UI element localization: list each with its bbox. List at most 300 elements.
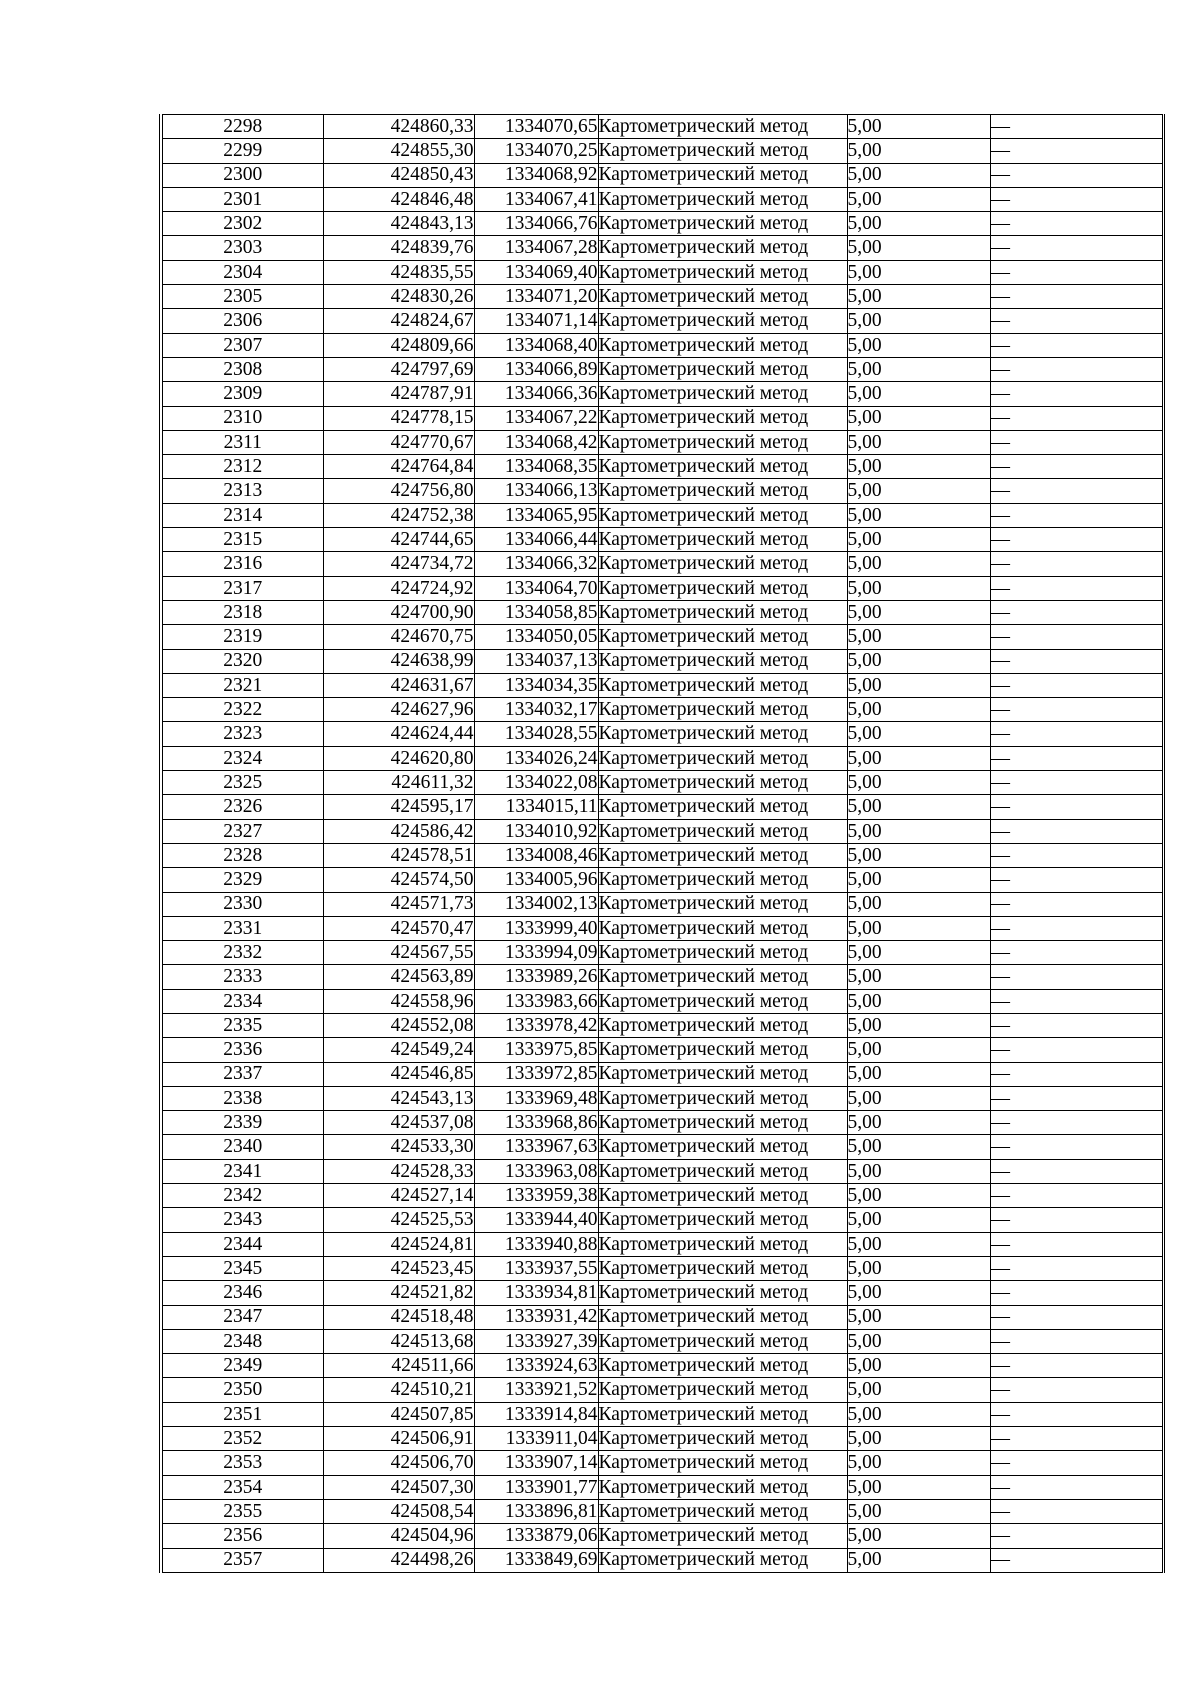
accuracy-cell: 5,00 (847, 479, 990, 503)
accuracy-cell: 5,00 (847, 1232, 990, 1256)
point-number-cell: 2338 (161, 1086, 323, 1110)
point-number-cell: 2344 (161, 1232, 323, 1256)
point-number-cell: 2346 (161, 1281, 323, 1305)
table-row (161, 236, 1163, 260)
table-row (161, 649, 1163, 673)
point-number-cell: 2317 (161, 576, 323, 600)
y-coordinate-cell: 1333944,40 (474, 1208, 598, 1232)
y-coordinate-cell: 1334071,14 (474, 309, 598, 333)
y-coordinate-cell: 1334068,35 (474, 455, 598, 479)
method-cell: Картометрический метод (598, 1281, 847, 1305)
accuracy-cell: 5,00 (847, 212, 990, 236)
y-coordinate-cell: 1334068,40 (474, 333, 598, 357)
table-row (161, 357, 1163, 381)
dash-cell: — (990, 212, 1163, 236)
x-coordinate-cell: 424504,96 (323, 1524, 474, 1548)
table-row (161, 1086, 1163, 1110)
method-cell: Картометрический метод (598, 1427, 847, 1451)
point-number-cell: 2350 (161, 1378, 323, 1402)
point-number-cell: 2347 (161, 1305, 323, 1329)
x-coordinate-cell: 424770,67 (323, 430, 474, 454)
accuracy-cell: 5,00 (847, 260, 990, 284)
dash-cell: — (990, 260, 1163, 284)
y-coordinate-cell: 1333927,39 (474, 1329, 598, 1353)
point-number-cell: 2335 (161, 1013, 323, 1037)
y-coordinate-cell: 1334066,13 (474, 479, 598, 503)
accuracy-cell: 5,00 (847, 965, 990, 989)
method-cell: Картометрический метод (598, 843, 847, 867)
dash-cell: — (990, 843, 1163, 867)
accuracy-cell: 5,00 (847, 357, 990, 381)
accuracy-cell: 5,00 (847, 1159, 990, 1183)
x-coordinate-cell: 424797,69 (323, 357, 474, 381)
x-coordinate-cell: 424700,90 (323, 600, 474, 624)
x-coordinate-cell: 424533,30 (323, 1135, 474, 1159)
dash-cell: — (990, 1475, 1163, 1499)
x-coordinate-cell: 424631,67 (323, 673, 474, 697)
method-cell: Картометрический метод (598, 260, 847, 284)
method-cell: Картометрический метод (598, 1305, 847, 1329)
x-coordinate-cell: 424578,51 (323, 843, 474, 867)
point-number-cell: 2307 (161, 333, 323, 357)
dash-cell: — (990, 649, 1163, 673)
point-number-cell: 2298 (161, 115, 323, 139)
y-coordinate-cell: 1334070,65 (474, 115, 598, 139)
method-cell: Картометрический метод (598, 309, 847, 333)
point-number-cell: 2351 (161, 1402, 323, 1426)
accuracy-cell: 5,00 (847, 163, 990, 187)
y-coordinate-cell: 1334005,96 (474, 868, 598, 892)
dash-cell: — (990, 1402, 1163, 1426)
table-row (161, 600, 1163, 624)
x-coordinate-cell: 424507,30 (323, 1475, 474, 1499)
point-number-cell: 2312 (161, 455, 323, 479)
x-coordinate-cell: 424620,80 (323, 746, 474, 770)
table-row (161, 1427, 1163, 1451)
accuracy-cell: 5,00 (847, 1062, 990, 1086)
x-coordinate-cell: 424611,32 (323, 771, 474, 795)
accuracy-cell: 5,00 (847, 1499, 990, 1523)
accuracy-cell: 5,00 (847, 941, 990, 965)
point-number-cell: 2311 (161, 430, 323, 454)
accuracy-cell: 5,00 (847, 1013, 990, 1037)
x-coordinate-cell: 424835,55 (323, 260, 474, 284)
dash-cell: — (990, 285, 1163, 309)
table-row (161, 965, 1163, 989)
y-coordinate-cell: 1334010,92 (474, 819, 598, 843)
y-coordinate-cell: 1334015,11 (474, 795, 598, 819)
accuracy-cell: 5,00 (847, 1524, 990, 1548)
table-row (161, 698, 1163, 722)
table-row (161, 771, 1163, 795)
dash-cell: — (990, 1329, 1163, 1353)
accuracy-cell: 5,00 (847, 187, 990, 211)
point-number-cell: 2319 (161, 625, 323, 649)
y-coordinate-cell: 1334066,32 (474, 552, 598, 576)
table-row (161, 941, 1163, 965)
point-number-cell: 2352 (161, 1427, 323, 1451)
y-coordinate-cell: 1333978,42 (474, 1013, 598, 1037)
dash-cell: — (990, 819, 1163, 843)
y-coordinate-cell: 1333934,81 (474, 1281, 598, 1305)
dash-cell: — (990, 455, 1163, 479)
x-coordinate-cell: 424778,15 (323, 406, 474, 430)
point-number-cell: 2314 (161, 503, 323, 527)
accuracy-cell: 5,00 (847, 673, 990, 697)
accuracy-cell: 5,00 (847, 600, 990, 624)
accuracy-cell: 5,00 (847, 1427, 990, 1451)
method-cell: Картометрический метод (598, 1232, 847, 1256)
point-number-cell: 2306 (161, 309, 323, 333)
table-row (161, 503, 1163, 527)
accuracy-cell: 5,00 (847, 528, 990, 552)
dash-cell: — (990, 1232, 1163, 1256)
dash-cell: — (990, 1184, 1163, 1208)
accuracy-cell: 5,00 (847, 916, 990, 940)
dash-cell: — (990, 479, 1163, 503)
point-number-cell: 2325 (161, 771, 323, 795)
method-cell: Картометрический метод (598, 552, 847, 576)
table-row (161, 989, 1163, 1013)
method-cell: Картометрический метод (598, 1135, 847, 1159)
method-cell: Картометрический метод (598, 285, 847, 309)
point-number-cell: 2334 (161, 989, 323, 1013)
method-cell: Картометрический метод (598, 698, 847, 722)
point-number-cell: 2357 (161, 1548, 323, 1572)
dash-cell: — (990, 333, 1163, 357)
point-number-cell: 2316 (161, 552, 323, 576)
x-coordinate-cell: 424860,33 (323, 115, 474, 139)
x-coordinate-cell: 424824,67 (323, 309, 474, 333)
dash-cell: — (990, 868, 1163, 892)
dash-cell: — (990, 698, 1163, 722)
dash-cell: — (990, 1354, 1163, 1378)
method-cell: Картометрический метод (598, 1451, 847, 1475)
table-row (161, 1232, 1163, 1256)
y-coordinate-cell: 1333940,88 (474, 1232, 598, 1256)
x-coordinate-cell: 424537,08 (323, 1111, 474, 1135)
method-cell: Картометрический метод (598, 1548, 847, 1572)
point-number-cell: 2333 (161, 965, 323, 989)
method-cell: Картометрический метод (598, 1354, 847, 1378)
table-row (161, 1184, 1163, 1208)
table-row (161, 455, 1163, 479)
x-coordinate-cell: 424624,44 (323, 722, 474, 746)
accuracy-cell: 5,00 (847, 1475, 990, 1499)
accuracy-cell: 5,00 (847, 309, 990, 333)
x-coordinate-cell: 424724,92 (323, 576, 474, 600)
method-cell: Картометрический метод (598, 528, 847, 552)
table-row (161, 479, 1163, 503)
accuracy-cell: 5,00 (847, 1305, 990, 1329)
accuracy-cell: 5,00 (847, 843, 990, 867)
x-coordinate-cell: 424510,21 (323, 1378, 474, 1402)
point-number-cell: 2327 (161, 819, 323, 843)
dash-cell: — (990, 941, 1163, 965)
x-coordinate-cell: 424756,80 (323, 479, 474, 503)
y-coordinate-cell: 1333937,55 (474, 1256, 598, 1280)
method-cell: Картометрический метод (598, 941, 847, 965)
accuracy-cell: 5,00 (847, 795, 990, 819)
dash-cell: — (990, 600, 1163, 624)
x-coordinate-cell: 424595,17 (323, 795, 474, 819)
point-number-cell: 2330 (161, 892, 323, 916)
method-cell: Картометрический метод (598, 1086, 847, 1110)
dash-cell: — (990, 163, 1163, 187)
method-cell: Картометрический метод (598, 357, 847, 381)
x-coordinate-cell: 424513,68 (323, 1329, 474, 1353)
table-row (161, 1135, 1163, 1159)
x-coordinate-cell: 424571,73 (323, 892, 474, 916)
point-number-cell: 2321 (161, 673, 323, 697)
method-cell: Картометрический метод (598, 1524, 847, 1548)
dash-cell: — (990, 1013, 1163, 1037)
method-cell: Картометрический метод (598, 1475, 847, 1499)
x-coordinate-cell: 424546,85 (323, 1062, 474, 1086)
table-row (161, 868, 1163, 892)
point-number-cell: 2318 (161, 600, 323, 624)
accuracy-cell: 5,00 (847, 406, 990, 430)
table-row (161, 163, 1163, 187)
y-coordinate-cell: 1333914,84 (474, 1402, 598, 1426)
accuracy-cell: 5,00 (847, 333, 990, 357)
y-coordinate-cell: 1334067,41 (474, 187, 598, 211)
accuracy-cell: 5,00 (847, 649, 990, 673)
point-number-cell: 2355 (161, 1499, 323, 1523)
method-cell: Картометрический метод (598, 649, 847, 673)
y-coordinate-cell: 1333963,08 (474, 1159, 598, 1183)
y-coordinate-cell: 1333931,42 (474, 1305, 598, 1329)
y-coordinate-cell: 1333969,48 (474, 1086, 598, 1110)
x-coordinate-cell: 424527,14 (323, 1184, 474, 1208)
table-row (161, 187, 1163, 211)
method-cell: Картометрический метод (598, 455, 847, 479)
point-number-cell: 2354 (161, 1475, 323, 1499)
y-coordinate-cell: 1333999,40 (474, 916, 598, 940)
dash-cell: — (990, 989, 1163, 1013)
dash-cell: — (990, 528, 1163, 552)
y-coordinate-cell: 1334066,44 (474, 528, 598, 552)
accuracy-cell: 5,00 (847, 892, 990, 916)
accuracy-cell: 5,00 (847, 1402, 990, 1426)
dash-cell: — (990, 795, 1163, 819)
x-coordinate-cell: 424670,75 (323, 625, 474, 649)
y-coordinate-cell: 1334068,42 (474, 430, 598, 454)
table-row (161, 1329, 1163, 1353)
x-coordinate-cell: 424830,26 (323, 285, 474, 309)
point-number-cell: 2340 (161, 1135, 323, 1159)
x-coordinate-cell: 424752,38 (323, 503, 474, 527)
table-row (161, 333, 1163, 357)
x-coordinate-cell: 424523,45 (323, 1256, 474, 1280)
method-cell: Картометрический метод (598, 600, 847, 624)
accuracy-cell: 5,00 (847, 382, 990, 406)
accuracy-cell: 5,00 (847, 1111, 990, 1135)
table-row (161, 528, 1163, 552)
point-number-cell: 2326 (161, 795, 323, 819)
dash-cell: — (990, 139, 1163, 163)
table-row (161, 212, 1163, 236)
accuracy-cell: 5,00 (847, 1256, 990, 1280)
point-number-cell: 2339 (161, 1111, 323, 1135)
method-cell: Картометрический метод (598, 503, 847, 527)
y-coordinate-cell: 1334066,36 (474, 382, 598, 406)
table-row (161, 309, 1163, 333)
dash-cell: — (990, 965, 1163, 989)
y-coordinate-cell: 1334068,92 (474, 163, 598, 187)
method-cell: Картометрический метод (598, 965, 847, 989)
accuracy-cell: 5,00 (847, 139, 990, 163)
accuracy-cell: 5,00 (847, 771, 990, 795)
dash-cell: — (990, 625, 1163, 649)
x-coordinate-cell: 424567,55 (323, 941, 474, 965)
table-row (161, 1451, 1163, 1475)
y-coordinate-cell: 1334065,95 (474, 503, 598, 527)
x-coordinate-cell: 424843,13 (323, 212, 474, 236)
table-row (161, 1062, 1163, 1086)
method-cell: Картометрический метод (598, 1378, 847, 1402)
accuracy-cell: 5,00 (847, 430, 990, 454)
y-coordinate-cell: 1334064,70 (474, 576, 598, 600)
table-row (161, 746, 1163, 770)
x-coordinate-cell: 424744,65 (323, 528, 474, 552)
dash-cell: — (990, 406, 1163, 430)
table-row (161, 1499, 1163, 1523)
accuracy-cell: 5,00 (847, 989, 990, 1013)
y-coordinate-cell: 1334067,28 (474, 236, 598, 260)
x-coordinate-cell: 424574,50 (323, 868, 474, 892)
accuracy-cell: 5,00 (847, 1184, 990, 1208)
dash-cell: — (990, 382, 1163, 406)
dash-cell: — (990, 552, 1163, 576)
point-number-cell: 2336 (161, 1038, 323, 1062)
method-cell: Картометрический метод (598, 1184, 847, 1208)
table-row (161, 916, 1163, 940)
y-coordinate-cell: 1334034,35 (474, 673, 598, 697)
x-coordinate-cell: 424506,70 (323, 1451, 474, 1475)
x-coordinate-cell: 424850,43 (323, 163, 474, 187)
point-number-cell: 2331 (161, 916, 323, 940)
table-row (161, 795, 1163, 819)
dash-cell: — (990, 576, 1163, 600)
x-coordinate-cell: 424543,13 (323, 1086, 474, 1110)
point-number-cell: 2322 (161, 698, 323, 722)
point-number-cell: 2301 (161, 187, 323, 211)
accuracy-cell: 5,00 (847, 1208, 990, 1232)
method-cell: Картометрический метод (598, 1062, 847, 1086)
y-coordinate-cell: 1333924,63 (474, 1354, 598, 1378)
accuracy-cell: 5,00 (847, 625, 990, 649)
method-cell: Картометрический метод (598, 771, 847, 795)
x-coordinate-cell: 424839,76 (323, 236, 474, 260)
y-coordinate-cell: 1334066,76 (474, 212, 598, 236)
accuracy-cell: 5,00 (847, 285, 990, 309)
accuracy-cell: 5,00 (847, 1038, 990, 1062)
table-row (161, 382, 1163, 406)
dash-cell: — (990, 722, 1163, 746)
accuracy-cell: 5,00 (847, 576, 990, 600)
dash-cell: — (990, 1451, 1163, 1475)
method-cell: Картометрический метод (598, 115, 847, 139)
accuracy-cell: 5,00 (847, 1086, 990, 1110)
y-coordinate-cell: 1334058,85 (474, 600, 598, 624)
x-coordinate-cell: 424570,47 (323, 916, 474, 940)
method-cell: Картометрический метод (598, 382, 847, 406)
table-row (161, 552, 1163, 576)
y-coordinate-cell: 1334026,24 (474, 746, 598, 770)
accuracy-cell: 5,00 (847, 1354, 990, 1378)
point-number-cell: 2304 (161, 260, 323, 284)
method-cell: Картометрический метод (598, 746, 847, 770)
accuracy-cell: 5,00 (847, 1378, 990, 1402)
point-number-cell: 2313 (161, 479, 323, 503)
point-number-cell: 2320 (161, 649, 323, 673)
dash-cell: — (990, 503, 1163, 527)
x-coordinate-cell: 424508,54 (323, 1499, 474, 1523)
point-number-cell: 2349 (161, 1354, 323, 1378)
table-row (161, 576, 1163, 600)
y-coordinate-cell: 1333989,26 (474, 965, 598, 989)
y-coordinate-cell: 1333994,09 (474, 941, 598, 965)
dash-cell: — (990, 1305, 1163, 1329)
x-coordinate-cell: 424506,91 (323, 1427, 474, 1451)
point-number-cell: 2303 (161, 236, 323, 260)
x-coordinate-cell: 424586,42 (323, 819, 474, 843)
table-row (161, 1354, 1163, 1378)
method-cell: Картометрический метод (598, 406, 847, 430)
table-row (161, 625, 1163, 649)
point-number-cell: 2305 (161, 285, 323, 309)
x-coordinate-cell: 424764,84 (323, 455, 474, 479)
point-number-cell: 2324 (161, 746, 323, 770)
x-coordinate-cell: 424525,53 (323, 1208, 474, 1232)
dash-cell: — (990, 1111, 1163, 1135)
dash-cell: — (990, 1038, 1163, 1062)
method-cell: Картометрический метод (598, 163, 847, 187)
point-number-cell: 2329 (161, 868, 323, 892)
dash-cell: — (990, 1524, 1163, 1548)
table-row (161, 260, 1163, 284)
y-coordinate-cell: 1333921,52 (474, 1378, 598, 1402)
x-coordinate-cell: 424524,81 (323, 1232, 474, 1256)
y-coordinate-cell: 1333967,63 (474, 1135, 598, 1159)
table-row (161, 285, 1163, 309)
table-row (161, 892, 1163, 916)
point-number-cell: 2308 (161, 357, 323, 381)
dash-cell: — (990, 916, 1163, 940)
method-cell: Картометрический метод (598, 892, 847, 916)
method-cell: Картометрический метод (598, 212, 847, 236)
y-coordinate-cell: 1333901,77 (474, 1475, 598, 1499)
method-cell: Картометрический метод (598, 1256, 847, 1280)
point-number-cell: 2332 (161, 941, 323, 965)
y-coordinate-cell: 1334032,17 (474, 698, 598, 722)
point-number-cell: 2309 (161, 382, 323, 406)
table-row (161, 406, 1163, 430)
y-coordinate-cell: 1333968,86 (474, 1111, 598, 1135)
table-row (161, 1256, 1163, 1280)
accuracy-cell: 5,00 (847, 819, 990, 843)
accuracy-cell: 5,00 (847, 236, 990, 260)
method-cell: Картометрический метод (598, 1159, 847, 1183)
x-coordinate-cell: 424511,66 (323, 1354, 474, 1378)
dash-cell: — (990, 1062, 1163, 1086)
point-number-cell: 2345 (161, 1256, 323, 1280)
method-cell: Картометрический метод (598, 1013, 847, 1037)
y-coordinate-cell: 1334002,13 (474, 892, 598, 916)
point-number-cell: 2310 (161, 406, 323, 430)
y-coordinate-cell: 1334008,46 (474, 843, 598, 867)
